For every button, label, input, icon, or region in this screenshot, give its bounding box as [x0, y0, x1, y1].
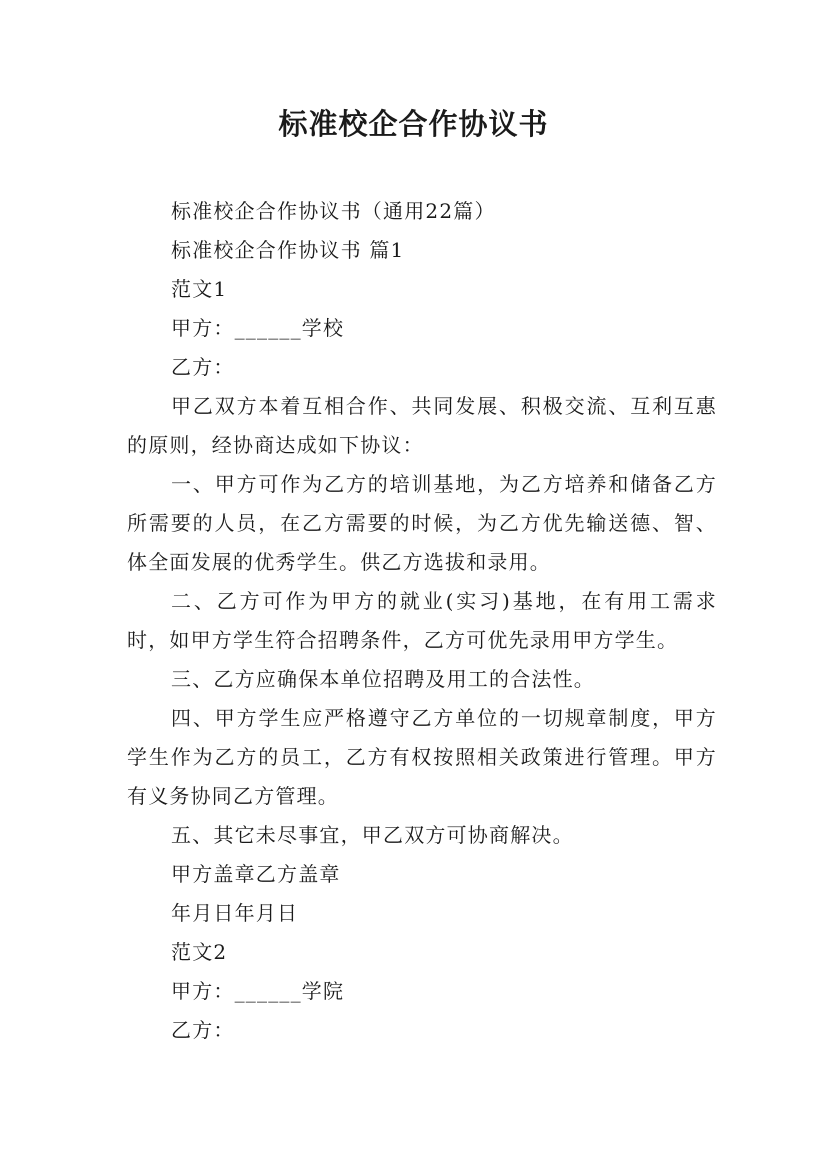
paragraph-sample-1-label: 范文1 [171, 277, 228, 301]
paragraph-collection-title: 标准校企合作协议书（通用22篇） [171, 199, 496, 223]
paragraph-party-a: 甲方：______学校 [171, 316, 345, 340]
document-title: 标准校企合作协议书 [278, 107, 549, 141]
paragraph-clause-5: 五、其它未尽事宜，甲乙双方可协商解决。 [171, 823, 574, 847]
document-body [127, 192, 717, 1050]
paragraph-clause-4: 四、甲方学生应严格遵守乙方单位的一切规章制度，甲方学生作为乙方的员工，乙方有权按照相关政策进行管理。甲方有义务协同乙方管理。 [127, 706, 717, 808]
paragraph-section-heading: 标准校企合作协议书 篇1 [171, 238, 405, 262]
paragraph-seals: 甲方盖章乙方盖章 [171, 862, 341, 886]
paragraph-clause-1: 一、甲方可作为乙方的培训基地，为乙方培养和储备乙方所需要的人员，在乙方需要的时候，为乙方优先输送德、智、体全面发展的优秀学生。供乙方选拔和录用。 [127, 472, 717, 574]
paragraph-party-b: 乙方： [171, 355, 235, 379]
paragraph-dates: 年月日年月日 [171, 901, 299, 925]
paragraph-clause-2: 二、乙方可作为甲方的就业(实习)基地，在有用工需求时，如甲方学生符合招聘条件，乙方可优先录用甲方学生。 [127, 589, 717, 652]
paragraph-party-a-2: 甲方：______学院 [171, 979, 345, 1003]
paragraph-preamble: 甲乙双方本着互相合作、共同发展、积极交流、互利互惠的原则，经协商达成如下协议： [127, 394, 717, 457]
paragraph-sample-2-label: 范文2 [171, 940, 228, 964]
paragraph-clause-3: 三、乙方应确保本单位招聘及用工的合法性。 [171, 667, 595, 691]
paragraph-party-b-2: 乙方： [171, 1018, 235, 1042]
